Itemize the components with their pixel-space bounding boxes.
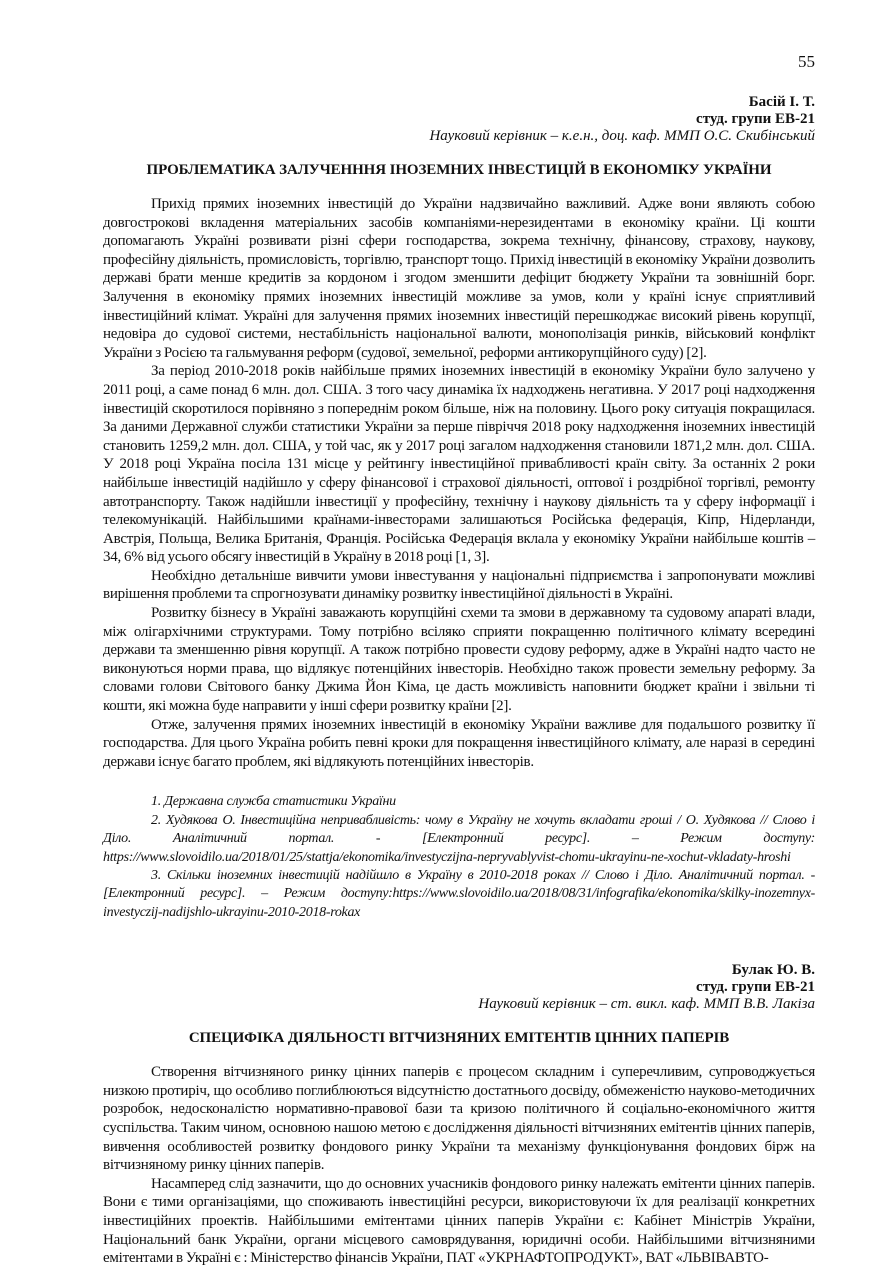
author-name: Басій І. Т. (748, 94, 815, 110)
article-body (103, 195, 815, 771)
reference-item: 1. Державна служба статистики України (151, 794, 396, 810)
article-title: ПРОБЛЕМАТИКА ЗАЛУЧЕНННЯ ІНОЗЕМНИХ ІНВЕСТИЦІЙ В ЕКОНОМІКУ УКРАЇНИ (146, 162, 772, 178)
reference-item: 3. Скільки іноземних інвестицій надійшло в Україну в 2010-2018 роках // Слово і Діло. Аналітичний портал. - [Електронний ресурс]. – Режим доступу:https://www.slovoidilo.ua/2018/08/31/infografika/ekonomika/skilky-inozemnyx-investyczij-nadijshlo-ukrayinu-2010-2018-rokax (103, 868, 815, 920)
page-number: 55 (798, 52, 815, 71)
author-name: Булак Ю. В. (731, 962, 815, 979)
paragraph: Насамперед слід зазначити, що до основних учасників фондового ринку належать емітенти цінних паперів. Вони є тими організаціями, що споживають інвестиційні ресурси, використовуючи їх для реалізації конкретних інвестиційних проектів. Найбільшими емітентами цінних паперів України є: Кабінет Міністрів України, Національний банк України, органи місцевого самоврядування, юридичні особи. Найбільшими вітчизняними емітентами в Україні є : Міністерство фінансів України, ПАТ «УКРНАФТОПРОДУКТ», ВАТ «ЛЬВІВАВТО- (103, 1175, 815, 1267)
student-group: студ. групи ЕВ-21 (696, 111, 815, 127)
article-2 (103, 962, 815, 1268)
scientific-advisor: Науковий керівник – к.е.н., доц. каф. ММП О.С. Скибінський (429, 128, 815, 144)
paragraph: Отже, залучення прямих іноземних інвестицій в економіку України важливе для подальшого розвитку її господарства. Для цього Україна робить певні кроки для покращення інвестиційного клімату, але наразі в середині держави існує багато проблем, які відлякують потенційних інвесторів. (103, 716, 815, 770)
article-title: СПЕЦИФІКА ДІЯЛЬНОСТІ ВІТЧИЗНЯНИХ ЕМІТЕНТІВ ЦІННИХ ПАПЕРІВ (188, 1030, 730, 1047)
paragraph: За період 2010-2018 років найбільше прямих іноземних інвестицій в економіку України було залучено у 2011 році, а саме понад 6 млн. дол. США. З того часу динаміка їх надходжень негативна. У 2017 році надходження інвестицій скоротилося порівняно з попереднім роком більше, ніж на половину. Цього року ситуація покращилася. За даними Державної служби статистики України за перше півріччя 2018 року надходження іноземних інвестицій становить 1259,2 млн. дол. США, у той час, як у 2017 році загалом надходження становили 1871,2 млн. дол. США. У 2018 році Україна посіла 131 місце у рейтингу інвестиційної привабливості країн світу. За останніх 2 роки найбільше інвестицій надійшло у сферу фінансової і страхової діяльності, оптової і роздрібної торгівлі, ремонту автотранспорту. Також надійшли інвестиції у професійну, технічну і наукову діяльність та у сферу інформації і телекомунікацій. Найбільшими країнами-інвесторами залишаються Російська федерація, Кіпр, Нідерланди, Австрія, Польща, Велика Британія, Франція. Російська Федерація вклала у економіку України найбільше коштів – 34, 6% від усього обсягу інвестицій в Україну в 2018 році [1, 3]. (103, 363, 815, 566)
paragraph: Розвитку бізнесу в Україні заважають корупційні схеми та змови в державному та судовому апараті влади, між олігархічними структурами. Тому потрібно всіляко сприяти покращенню політичного клімату всередині держави та зменшенню рівня корупції. А також потрібно провести судову реформу, адже в Україні надто часто не виконуються норми права, що відлякує потенційних інвесторів. Необхідно також провести земельну реформу. За словами голови Світового банку Джима Йон Кіма, це дасть можливість наповнити бюджет країни і звільни ті кошти, які можна буде направити у інші сфери розвитку країни [2]. (103, 605, 815, 715)
reference-item: 2. Худякова О. Інвестиційна непривабливість: чому в Україну не хочуть вкладати гроші / О. Худякова // Слово і Діло. Аналітичний портал. - [Електронний ресурс]. – Режим доступу: https://www.slovoidilo.ua/2018/01/25/stattja/ekonomika/investyczijna-nepryvablyvist-chomu-ukrayinu-ne-xochut-vkladaty-hroshi (103, 812, 815, 865)
reference-list (103, 793, 815, 922)
article-1-byline (103, 94, 815, 145)
student-group: студ. групи ЕВ-21 (696, 979, 815, 996)
paragraph: Прихід прямих іноземних інвестицій до України надзвичайно важливий. Адже вони являють собою довгострокові вкладення матеріальних засобів компаніями-нерезидентами в економіку країни. Ці кошти допомагають Україні розвивати різні сфери господарства, зокрема технічну, фінансову, страхову, наукову, професійну діяльність, промисловість, торгівлю, транспорт тощо. Прихід інвестицій в економіку України дозволить державі брати менше кредитів за кордоном і згодом зменшити дефіцит бюджету України та зовнішній борг. Залучення в економіку прямих іноземних інвестицій можливе за умов, коли у країні існує сприятливий інвестиційний клімат. Україні для залучення прямих іноземних інвестицій перешкоджає високий рівень корупції, недовіра до судової системи, нестабільність національної валюти, монополізація ринків, військовий конфлікт України з Росією та гальмування реформ (судової, земельної, реформи антикорупційного суду) [2]. (103, 196, 815, 361)
article-body (103, 1063, 815, 1268)
article-2-byline (103, 962, 815, 1013)
scientific-advisor: Науковий керівник – ст. викл. каф. ММП В.В. Лакіза (478, 996, 815, 1013)
article-1 (103, 94, 815, 922)
paragraph: Створення вітчизняного ринку цінних паперів є процесом складним і суперечливим, супроводжується низкою протиріч, що особливо поглиблюються відсутністю достатнього досвіду, обмеженістю науково-методичних розробок, недосконалістю нормативно-правової бази та кризою політичного й соціально-економічного життя суспільства. Таким чином, основною нашою метою є дослідження діяльності вітчизняних емітентів цінних паперів, вивчення особливостей розвитку фондового ринку України та механізму функціонування фондових бірж на вітчизняному ринку цінних паперів. (103, 1064, 815, 1174)
paragraph: Необхідно детальніше вивчити умови інвестування у національні підприємства і запропонувати можливі вирішення проблеми та спрогнозувати динаміку розвитку інвестиційної діяльності в Україні. (103, 567, 815, 603)
